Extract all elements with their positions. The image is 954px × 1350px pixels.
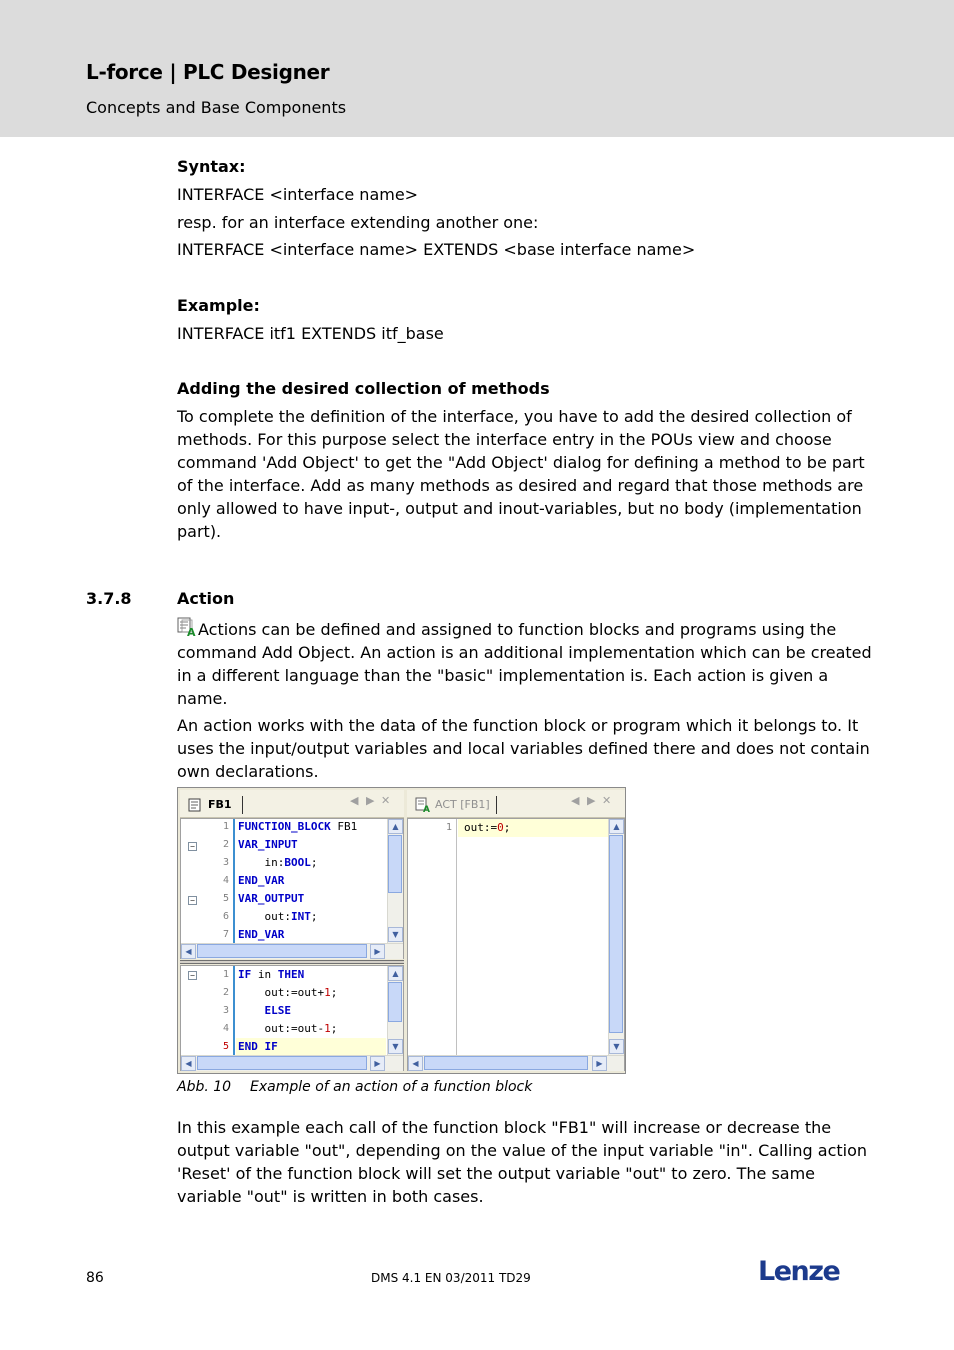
fold-toggle-icon[interactable]: −	[188, 842, 197, 851]
action-editor-pane[interactable]	[407, 818, 625, 1071]
tab-nav-left-icon[interactable]: ◀	[571, 794, 580, 807]
code-keyword: END_VAR	[238, 928, 285, 941]
code-text: ;	[330, 1022, 338, 1035]
section-number: 3.7.8	[86, 589, 132, 608]
text-line: of the interface. Add as many methods as desired and regard that those methods are	[177, 476, 864, 495]
code-line	[238, 872, 357, 890]
line-number: 2	[222, 839, 229, 850]
declaration-code	[238, 818, 357, 944]
code-text: out:	[238, 910, 291, 923]
figure-number: Abb. 10	[177, 1079, 232, 1095]
code-text	[238, 1004, 265, 1017]
code-line	[238, 984, 337, 1002]
code-keyword: INT	[290, 910, 311, 923]
code-line	[238, 1038, 337, 1056]
implementation-pane[interactable]	[180, 965, 404, 1071]
scroll-up-icon[interactable]: ▲	[609, 819, 624, 834]
lenze-logo: Lenze	[758, 1256, 840, 1287]
fold-toggle-icon[interactable]: −	[188, 896, 197, 905]
scroll-left-icon[interactable]: ◀	[181, 944, 196, 959]
line-number: 6	[222, 911, 229, 922]
implementation-code	[238, 966, 337, 1056]
line-number: 5	[222, 1041, 229, 1052]
example-heading: Example:	[177, 296, 260, 315]
scroll-up-icon[interactable]: ▲	[388, 966, 403, 981]
line-number: 3	[222, 1005, 229, 1016]
action-data-paragraph	[177, 714, 870, 783]
code-line	[238, 908, 357, 926]
text-line: uses the input/output variables and local variables defined there and does not contain	[177, 739, 870, 758]
tab-close-icon[interactable]: ✕	[602, 794, 612, 807]
code-keyword: ELSE	[264, 1004, 291, 1017]
code-line	[238, 818, 357, 836]
text-line: In this example each call of the function block "FB1" will increase or decrease the	[177, 1118, 832, 1137]
code-keyword: IF	[238, 968, 252, 981]
action-code	[464, 819, 510, 837]
scroll-thumb[interactable]	[609, 835, 623, 1033]
text-line: Actions can be defined and assigned to function blocks and programs using the	[198, 620, 837, 639]
syntax-line-2: resp. for an interface extending another one:	[177, 213, 539, 232]
code-text: in	[251, 968, 278, 981]
code-text: ;	[503, 821, 511, 834]
horizontal-scrollbar[interactable]	[408, 1055, 624, 1071]
code-number: 1	[324, 986, 331, 999]
line-number: 4	[222, 875, 229, 886]
text-line: part).	[177, 522, 222, 541]
scroll-thumb[interactable]	[388, 835, 402, 893]
document-id: DMS 4.1 EN 03/2011 TD29	[371, 1271, 531, 1285]
code-line	[238, 854, 357, 872]
gutter-marker	[233, 819, 235, 943]
scroll-thumb[interactable]	[388, 982, 402, 1022]
code-line	[238, 890, 357, 908]
code-keyword: VAR_OUTPUT	[238, 892, 305, 905]
right-tab-bar	[407, 790, 625, 818]
scroll-thumb[interactable]	[197, 944, 367, 958]
editor-screenshot	[177, 787, 626, 1074]
text-line: output variable "out", depending on the value of the input variable "in". Calling action	[177, 1141, 868, 1160]
code-number: 0	[497, 821, 504, 834]
vertical-scrollbar[interactable]	[608, 819, 624, 1055]
declaration-pane[interactable]	[180, 818, 404, 959]
action-tab-icon	[415, 797, 431, 813]
text-line: own declarations.	[177, 762, 319, 781]
pou-icon	[188, 797, 204, 813]
code-keyword: VAR_INPUT	[238, 838, 298, 851]
code-text: ;	[330, 986, 338, 999]
code-text: out:=out-	[238, 1022, 325, 1035]
tab-close-icon[interactable]: ✕	[381, 794, 391, 807]
tab-nav-right-icon[interactable]: ▶	[587, 794, 596, 807]
line-number: 2	[222, 987, 229, 998]
tab-fb1[interactable]	[182, 794, 232, 816]
code-keyword: FUNCTION_BLOCK	[238, 820, 331, 833]
horizontal-scrollbar[interactable]	[181, 943, 403, 959]
text-line: 'Reset' of the function block will set the output variable "out" to zero. The same	[177, 1164, 816, 1183]
code-line	[238, 1020, 337, 1038]
code-line	[238, 836, 357, 854]
syntax-heading: Syntax:	[177, 157, 246, 176]
line-number: 1	[222, 969, 229, 980]
code-keyword: END	[238, 1040, 258, 1053]
scroll-right-icon[interactable]: ▶	[592, 1056, 607, 1071]
line-number: 3	[222, 857, 229, 868]
text-line: command 'Add Object' to get the "Add Object' dialog for defining a method to be part	[177, 453, 865, 472]
svg-text:A: A	[423, 805, 430, 813]
methods-paragraph	[177, 405, 865, 543]
syntax-line-3: INTERFACE <interface name> EXTENDS <base interface name>	[177, 240, 696, 259]
action-intro-continued	[177, 641, 872, 710]
syntax-line-1: INTERFACE <interface name>	[177, 185, 419, 204]
tab-label: ACT [FB1]	[435, 798, 490, 811]
code-keyword: IF	[264, 1040, 278, 1053]
code-text: out:=out+	[238, 986, 325, 999]
scroll-down-icon[interactable]: ▼	[609, 1039, 624, 1054]
fold-toggle-icon[interactable]: −	[188, 971, 197, 980]
page-number: 86	[86, 1270, 104, 1286]
line-number: 1	[222, 821, 229, 832]
line-number: 5	[222, 893, 229, 904]
code-text	[258, 1040, 265, 1053]
vertical-scrollbar[interactable]	[387, 966, 403, 1055]
text-line: only allowed to have input-, output and inout-variables, but no body (implementation	[177, 499, 862, 518]
document-title: L-force | PLC Designer	[86, 60, 330, 84]
text-line: in a different language than the "basic" implementation is. Each action is given a	[177, 666, 829, 685]
scroll-down-icon[interactable]: ▼	[388, 1039, 403, 1054]
code-keyword: END_VAR	[238, 874, 285, 887]
pane-splitter[interactable]	[180, 960, 404, 964]
code-text: ;	[310, 910, 318, 923]
tab-separator	[496, 796, 497, 814]
code-number: 1	[324, 1022, 331, 1035]
scroll-down-icon[interactable]: ▼	[388, 927, 403, 942]
code-keyword: THEN	[277, 968, 305, 981]
methods-heading: Adding the desired collection of methods	[177, 379, 550, 398]
scroll-left-icon[interactable]: ◀	[408, 1056, 423, 1071]
example-line-1: INTERFACE itf1 EXTENDS itf_base	[177, 324, 444, 343]
code-line	[464, 819, 510, 837]
tab-nav-left-icon[interactable]: ◀	[350, 794, 359, 807]
tab-action[interactable]	[409, 794, 490, 816]
scroll-thumb[interactable]	[424, 1056, 588, 1070]
svg-text:A: A	[187, 626, 196, 637]
line-number: 4	[222, 1023, 229, 1034]
line-number: 7	[222, 929, 229, 940]
line-number: 1	[445, 822, 452, 833]
scroll-up-icon[interactable]: ▲	[388, 819, 403, 834]
code-text: out:=	[464, 821, 498, 834]
document-subtitle: Concepts and Base Components	[86, 98, 347, 117]
code-line	[238, 1002, 337, 1020]
text-line: methods. For this purpose select the interface entry in the POUs view and choose	[177, 430, 832, 449]
scroll-thumb[interactable]	[197, 1056, 367, 1070]
text-line: To complete the definition of the interface, you have to add the desired collection of	[177, 407, 852, 426]
code-line	[238, 966, 337, 984]
text-line: command Add Object. An action is an additional implementation which can be created	[177, 643, 872, 662]
code-line	[238, 926, 357, 944]
left-tab-bar	[180, 790, 404, 818]
tab-nav-right-icon[interactable]: ▶	[366, 794, 375, 807]
text-line: An action works with the data of the function block or program which it belongs to. It	[177, 716, 859, 735]
horizontal-scrollbar[interactable]	[181, 1055, 403, 1071]
code-text: in:	[238, 856, 285, 869]
text-line: name.	[177, 689, 228, 708]
gutter-marker	[233, 966, 235, 1055]
section-title: Action	[177, 589, 235, 608]
action-intro-paragraph	[177, 618, 842, 641]
closing-paragraph	[177, 1116, 868, 1208]
scroll-right-icon[interactable]: ▶	[370, 1056, 385, 1071]
scroll-right-icon[interactable]: ▶	[370, 944, 385, 959]
code-text: FB1	[330, 820, 358, 833]
code-keyword: BOOL	[284, 856, 311, 869]
gutter-divider	[456, 819, 457, 1055]
tab-separator	[242, 796, 243, 814]
figure-caption: Example of an action of a function block	[250, 1079, 533, 1095]
text-line: variable "out" is written in both cases.	[177, 1187, 484, 1206]
tab-label: FB1	[208, 798, 232, 811]
scroll-left-icon[interactable]: ◀	[181, 1056, 196, 1071]
code-text: ;	[310, 856, 318, 869]
vertical-scrollbar[interactable]	[387, 819, 403, 943]
